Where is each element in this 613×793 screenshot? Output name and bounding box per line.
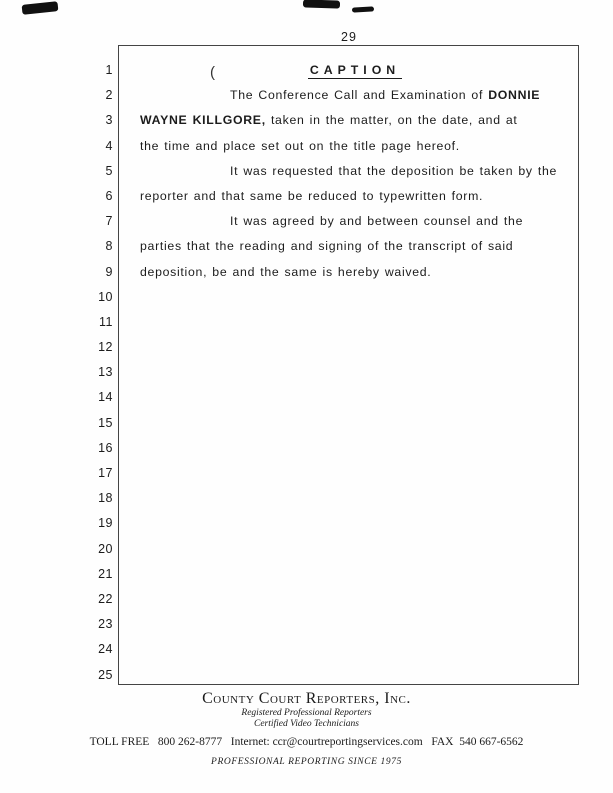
line-number: 18 [98,491,113,506]
transcript-line: It was agreed by and between counsel and the [230,214,524,229]
transcript-line [140,83,570,108]
line-number: 13 [98,365,113,380]
scan-artifact [303,0,340,9]
line-number: 4 [105,138,113,153]
line-text: The Conference Call and Examination of [230,88,489,103]
line-number: 6 [105,188,113,203]
transcript-line: reporter and that same be reduced to typewritten form. [140,188,484,203]
transcript-line: deposition, be and the same is hereby waived. [140,264,432,279]
line-number: 3 [105,113,113,128]
line-number: 12 [98,340,113,355]
deponent-name: WAYNE KILLGORE, [140,113,266,128]
line-number: 9 [105,264,113,279]
line-number: 14 [98,390,113,405]
caption-heading-line [140,58,570,83]
line-number: 21 [98,566,113,581]
transcript-text [140,58,570,285]
line-number: 20 [98,541,113,556]
line-number: 10 [98,289,113,304]
line-number: 22 [98,591,113,606]
line-number: 5 [105,163,113,178]
line-number: 23 [98,617,113,632]
scan-artifact [22,1,59,15]
transcript-line: It was requested that the deposition be taken by the [230,163,558,178]
line-text: taken in the matter, on the date, and at [265,113,518,128]
line-number: 7 [105,214,113,229]
footer-tagline-certified: Certified Video Technicians [253,719,359,729]
line-number: 2 [105,88,113,103]
line-number: 17 [98,466,113,480]
reporter-footer [0,690,613,767]
line-number: 8 [105,239,113,254]
transcript-line: parties that the reading and signing of the transcript of said [140,239,514,254]
scan-artifact [352,6,374,12]
caption-heading: CAPTION [309,63,401,77]
deponent-name: DONNIE [488,88,541,103]
line-number: 25 [98,667,113,682]
line-number: 24 [98,642,113,657]
line-number: 19 [98,516,113,531]
line-number-column [0,58,113,688]
transcript-line: the time and place set out on the title page hereof. [140,138,460,153]
page-number: 29 [341,30,357,44]
transcript-line [140,108,570,133]
footer-tagline-registered: Registered Professional Reporters [241,708,372,718]
footer-motto: PROFESSIONAL REPORTING SINCE 1975 [211,757,402,767]
footer-contact-line: TOLL FREE 800 262-8777 Internet: ccr@courtreportingservices.com FAX 540 667-6562 [89,736,524,748]
footer-company-name: County Court Reporters, Inc. [202,690,411,707]
line-number: 15 [98,415,113,430]
line-number: 11 [99,314,113,329]
line-number: 16 [98,440,113,455]
line-number: 1 [105,63,113,77]
stray-pen-mark: ( [210,64,215,81]
